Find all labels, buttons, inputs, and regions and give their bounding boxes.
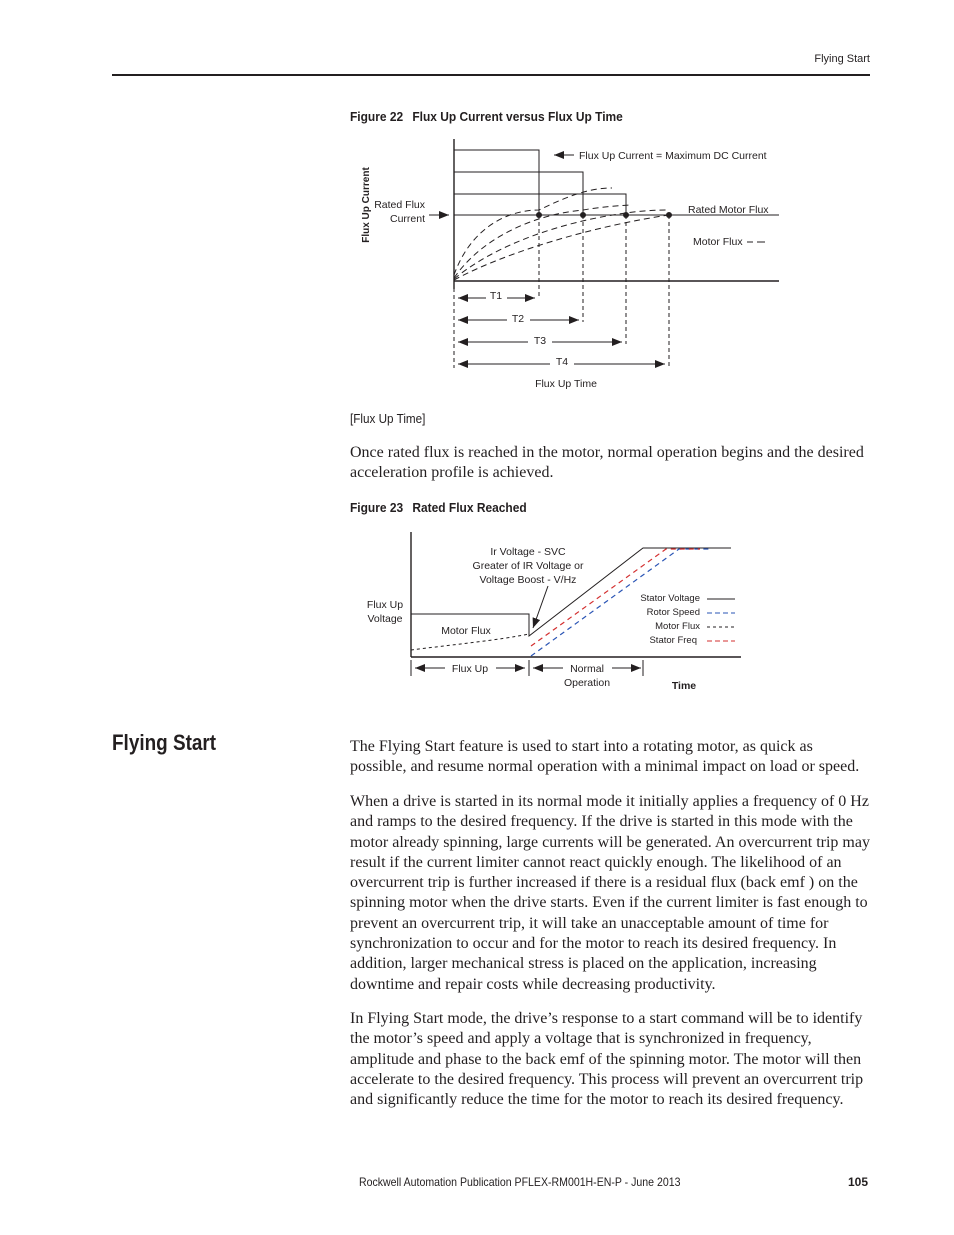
y-axis-label: Flux Up Current <box>361 167 372 243</box>
legend-stator-voltage: Stator Voltage <box>640 593 700 604</box>
flux-up-time-parameter: [Flux Up Time] <box>350 411 426 426</box>
figure-23-diagram <box>0 520 954 700</box>
footer-publication: Rockwell Automation Publication PFLEX-RM001H-EN-P - June 2013 <box>359 1175 681 1189</box>
legend-stator-freq: Stator Freq <box>649 635 697 646</box>
phase-arrows <box>411 660 643 676</box>
ir-note-line2: Greater of IR Voltage or <box>472 560 584 572</box>
t4-label: T4 <box>555 356 569 368</box>
ir-pointer <box>533 586 548 628</box>
motor-flux-curves <box>454 188 669 280</box>
x-axis-label: Flux Up Time <box>535 378 597 390</box>
rated-flux-current-line1: Rated Flux <box>374 199 425 211</box>
flux-up-voltage-line1: Flux Up <box>366 599 404 611</box>
page-number: 105 <box>847 1175 868 1189</box>
t3-label: T3 <box>533 335 547 347</box>
legend-motor-flux: Motor Flux <box>655 621 700 632</box>
figure-22-title: Flux Up Current versus Flux Up Time <box>412 109 623 124</box>
ir-note-line1: Ir Voltage - SVC <box>490 546 566 558</box>
rated-motor-flux-label: Rated Motor Flux <box>688 204 769 216</box>
figure-23-caption <box>350 500 527 515</box>
running-header: Flying Start <box>814 53 870 65</box>
rated-flux-current-line2: Current <box>389 213 425 225</box>
legend-lines <box>707 599 735 641</box>
figure-23-title: Rated Flux Reached <box>412 500 527 515</box>
time-arrows <box>458 298 665 364</box>
t2-label: T2 <box>511 313 525 325</box>
figure-22-diagram <box>0 0 954 400</box>
normal-operation-line1: Normal <box>570 663 604 675</box>
time-label: Time <box>671 680 697 692</box>
flying-start-paragraph-1: The Flying Start feature is used to start into a rotating motor, as quick as possible, and resume normal operation with a minimal impact on load or speed. <box>350 738 860 776</box>
rated-flux-paragraph: Once rated flux is reached in the motor, normal operation begins and the desired acceleration profile is achieved. <box>350 444 864 482</box>
flying-start-paragraph-3: In Flying Start mode, the drive’s response to a start command will be to identify the motor’s speed and apply a voltage that is synchronized in frequency, amplitude and phase to the back emf of the spinning motor. The motor will then accelerate to the desired frequency. This process will prevent an overcurrent trip and significantly reduce the time for the motor to reach its desired frequency. <box>350 1010 864 1109</box>
motor-flux-label: Motor Flux <box>441 625 491 637</box>
normal-operation-line2: Operation <box>563 677 611 689</box>
section-title: Flying Start <box>112 730 217 755</box>
ir-note-line3: Voltage Boost - V/Hz <box>479 574 577 586</box>
legend-rotor-speed: Rotor Speed <box>646 607 700 618</box>
flux-up-label: Flux Up <box>451 663 489 675</box>
t1-label: T1 <box>489 290 503 302</box>
motor-flux-legend-label: Motor Flux <box>693 236 743 248</box>
flying-start-paragraph-2: When a drive is started in its normal mode it initially applies a frequency of 0 Hz and ramps to the desired frequency. If the drive is started in this mode with the motor already spinning, large currents will be generated. An overcurrent trip may result if the current limiter cannot react quickly enough. The likelihood of an overcurrent trip is further increased if there is a residual flux (back emf ) on the spinning motor when the drive starts. Even if the current limiter is fast enough to prevent an overcurrent trip, it will take an unacceptable amount of time for synchronization to occur and for the motor to reach its desired frequency. In addition, larger mechanical stress is placed on the application, increasing downtime and repair costs while decreasing productivity. <box>350 793 870 993</box>
max-dc-label: Flux Up Current = Maximum DC Current <box>579 150 767 162</box>
time-markers <box>454 215 669 368</box>
flux-up-voltage-line2: Voltage <box>367 613 403 625</box>
figure-23-number: Figure 23 <box>350 500 404 515</box>
figure-22-number: Figure 22 <box>350 109 404 124</box>
